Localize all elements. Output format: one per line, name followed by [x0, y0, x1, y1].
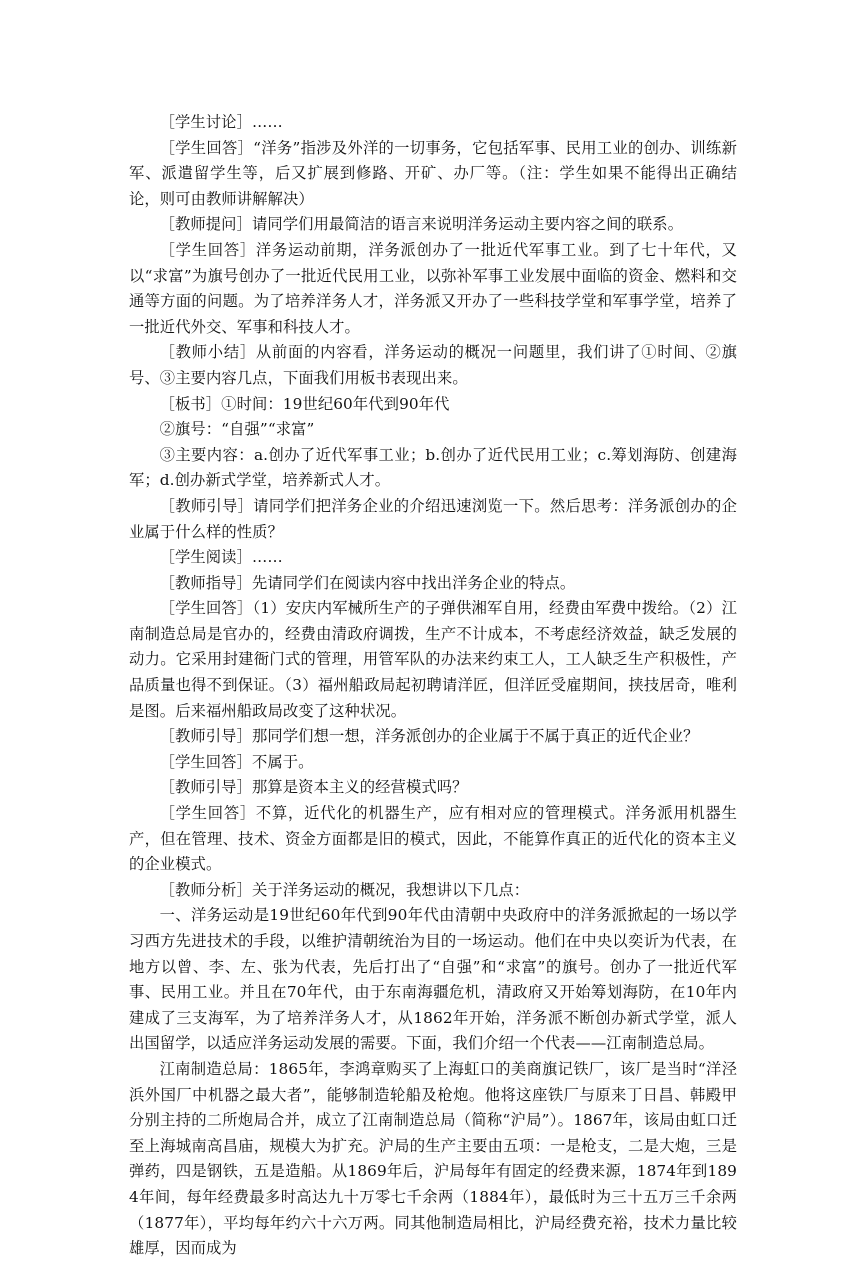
paragraph: ［教师指导］先请同学们在阅读内容中找出洋务企业的特点。: [159, 573, 576, 592]
paragraph: 江南制造总局：1865年，李鸿章购买了上海虹口的美商旗记铁厂，该厂是当时“洋泾浜外国厂中机器之最大者”，能够制造轮船及枪炮。他将这座铁厂与原来丁日昌、韩殿甲分别主持的二所炮局合并，成立了江南制造总局（简称“沪局”）。1867年，该局由虹口迁至上海城南高昌庙，规模大为扩充。沪局的生产主要由五项：一是枪支，二是大炮，三是弹药，四是钢铁，五是造船。从1869年后，沪局每年有固定的经费来源，1874年到1894年间，每年经费最多时高达九十万零七千余两（1884年），最低时为三十五万三千余两（1877年），平均每年约六十六万两。同其他制造局相比，沪局经费充裕，技术力量比较雄厚，因而成为: [129, 1059, 737, 1258]
paragraph: ［学生回答］“洋务”指涉及外洋的一切事务，它包括军事、民用工业的创办、训练新军、派遣留学生等，后又扩展到修路、开矿、办厂等。（注：学生如果不能得出正确结论，则可由教师讲解解决）: [129, 138, 737, 208]
paragraph: ［教师引导］那算是资本主义的经营模式吗？: [159, 778, 468, 797]
paragraph: ［学生讨论］……: [159, 113, 283, 131]
paragraph: 一、洋务运动是19世纪60年代到90年代由清朝中央政府中的洋务派掀起的一场以学习西方先进技术的手段，以维护清朝统治为目的一场运动。他们在中央以奕䜣为代表，在地方以曾、李、左、张为代表，先后打出了“自强”和“求富”的旗号。创办了一批近代军事、民用工业。并且在70年代，由于东南海疆危机，清政府又开始筹划海防，在10年内建成了三支海军，为了培养洋务人才，从1862年开始，洋务派不断创办新式学堂，派人出国留学，以适应洋务运动发展的需要。下面，我们介绍一个代表——江南制造总局。: [129, 906, 737, 1053]
paragraph: ［学生阅读］……: [159, 548, 283, 567]
blackboard-line: ②旗号：“自强”“求富”: [159, 420, 315, 439]
paragraph: ［教师分析］关于洋务运动的概况，我想讲以下几点：: [159, 880, 530, 899]
paragraph: ［教师引导］那同学们想一想，洋务派创办的企业属于不属于真正的近代企业？: [159, 727, 699, 746]
paragraph: ［学生回答］不算，近代化的机器生产，应有相对应的管理模式。洋务派用机器生产，但在管理、技术、资金方面都是旧的模式，因此，不能算作真正的近代化的资本主义的企业模式。: [129, 804, 737, 874]
paragraph: ［教师小结］从前面的内容看，洋务运动的概况一问题里，我们讲了①时间、②旗号、③主要内容几点，下面我们用板书表现出来。: [129, 343, 737, 387]
document-body: [129, 110, 737, 1262]
paragraph: ［教师提问］请同学们用最简洁的语言来说明洋务运动主要内容之间的联系。: [159, 215, 684, 234]
paragraph: ［教师引导］请同学们把洋务企业的介绍迅速浏览一下。然后思考：洋务派创办的企业属于什么样的性质？: [129, 496, 737, 541]
paragraph: ［学生回答］洋务运动前期，洋务派创办了一批近代军事工业。到了七十年代，又以“求富”为旗号创办了一批近代民用工业，以弥补军事工业发展中面临的资金、燃料和交通等方面的问题。为了培养洋务人才，洋务派又开办了一些科技学堂和军事学堂，培养了一批近代外交、军事和科技人才。: [129, 240, 737, 336]
blackboard-line: ［板书］①时间：19世纪60年代到90年代: [159, 394, 450, 413]
blackboard-line: ③主要内容：a.创办了近代军事工业；b.创办了近代民用工业；c.筹划海防、创建海军；d.创办新式学堂，培养新式人才。: [129, 445, 737, 490]
paragraph: ［学生回答］不属于。: [159, 752, 314, 771]
paragraph: ［学生回答］（1）安庆内军械所生产的子弹供湘军自用，经费由军费中拨给。（2）江南制造总局是官办的，经费由清政府调拨，生产不计成本，不考虑经济效益，缺乏发展的动力。它采用封建衙门式的管理，用管军队的办法来约束工人，工人缺乏生产积极性，产品质量也得不到保证。（3）福州船政局起初聘请洋匠，但洋匠受雇期间，挟技居奇，唯利是图。后来福州船政局改变了这种状况。: [129, 599, 737, 720]
